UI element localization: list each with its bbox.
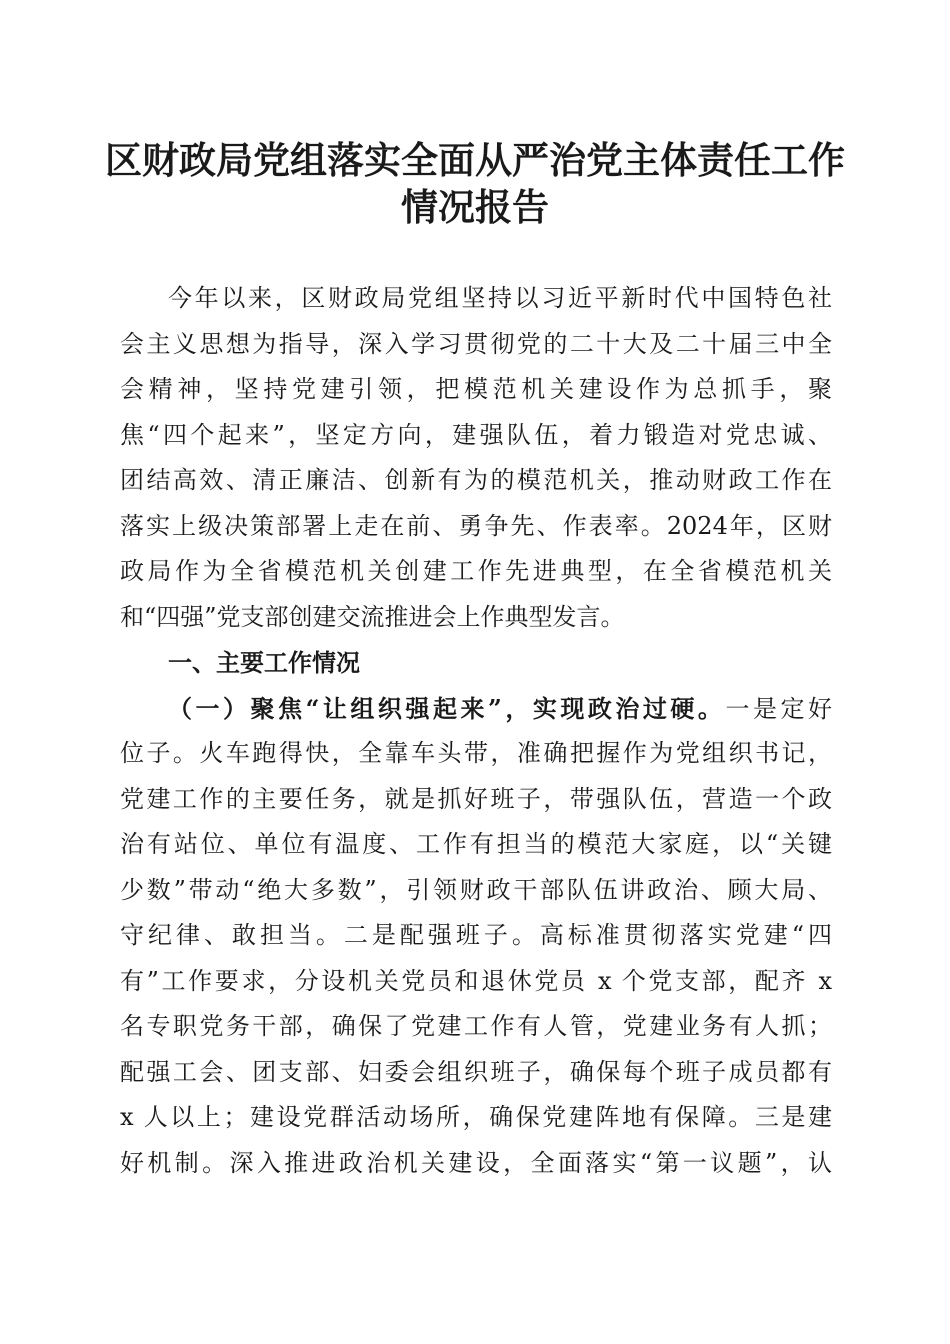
paragraph-2-first-line — [120, 686, 832, 732]
document-title-line-1: 区财政局党组落实全面从严治党主体责任工作 — [105, 138, 845, 182]
paragraph-1-line: 焦“四个起来”，坚定方向，建强队伍，着力锻造对党忠诚、 — [120, 420, 832, 449]
paragraph-2-line: 党建工作的主要任务，就是抓好班子，带强队伍，营造一个政 — [120, 784, 832, 813]
subsection-heading: （一）聚焦“让组织强起来”，实现政治过硬。 — [168, 693, 726, 723]
paragraph-1-line: 政局作为全省模范机关创建工作先进典型，在全省模范机关 — [120, 557, 832, 585]
paragraph-2-line: 有”工作要求，分设机关党员和退休党员 x 个党支部，配齐 x — [120, 966, 832, 995]
paragraph-1-line: 团结高效、清正廉洁、创新有为的模范机关，推动财政工作在 — [120, 466, 832, 494]
document-body — [120, 276, 832, 1186]
paragraph-2-line: 好机制。深入推进政治机关建设，全面落实“第一议题”，认 — [120, 1148, 832, 1177]
paragraph-2-line: 少数”带动“绝大多数”，引领财政干部队伍讲政治、顾大局、 — [120, 875, 832, 904]
paragraph-2-line: 名专职党务干部，确保了党建工作有人管，党建业务有人抓； — [120, 1012, 832, 1040]
paragraph-2-line: 位子。火车跑得快，全靠车头带，准确把握作为党组织书记， — [120, 739, 832, 767]
paragraph-1-line: 落实上级决策部署上走在前、勇争先、作表率。2024年，区财 — [120, 511, 832, 540]
section-heading: 一、主要工作情况 — [168, 648, 360, 677]
paragraph-2-line: 配强工会、团支部、妇委会组织班子，确保每个班子成员都有 — [120, 1057, 832, 1086]
paragraph-1-line: 会精神，坚持党建引领，把模范机关建设作为总抓手，聚 — [120, 375, 832, 403]
paragraph-2-line: x 人以上；建设党群活动场所，确保党建阵地有保障。三是建 — [120, 1103, 832, 1131]
paragraph-1-line: 今年以来，区财政局党组坚持以习近平新时代中国特色社 — [168, 284, 832, 312]
document-title-line-2: 情况报告 — [401, 185, 549, 229]
paragraph-1-line: 会主义思想为指导，深入学习贯彻党的二十大及二十届三中全 — [120, 329, 832, 358]
paragraph-2-line: 守纪律、敢担当。二是配强班子。高标准贯彻落实党建“四 — [120, 921, 832, 949]
paragraph-2-line: 治有站位、单位有温度、工作有担当的模范大家庭，以“关键 — [120, 830, 832, 858]
paragraph-1-line: 和“四强”党支部创建交流推进会上作典型发言。 — [120, 602, 625, 631]
paragraph-2-first-line-rest: 一是定好 — [725, 694, 833, 723]
